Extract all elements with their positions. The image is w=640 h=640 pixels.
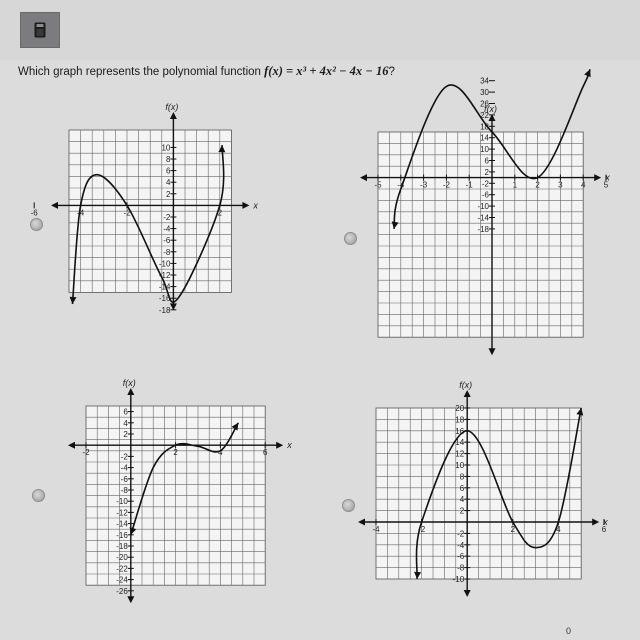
x-tick-label: 6: [262, 448, 268, 458]
x-tick-label: -3: [420, 180, 428, 190]
y-tick-label: 22: [480, 110, 489, 120]
y-tick-label: 8: [165, 155, 171, 164]
y-tick-label: -24: [116, 575, 128, 585]
y-axis-arrow-up: [127, 388, 134, 395]
x-axis-arrow-right: [592, 519, 599, 526]
y-tick-label: -6: [163, 236, 171, 246]
x-axis-arrow-left: [51, 202, 58, 209]
y-tick-label: -10: [452, 575, 465, 584]
y-tick-label: -16: [158, 294, 171, 304]
x-tick-label: -1: [465, 180, 473, 190]
y-tick-label: 14: [455, 438, 465, 448]
x-tick-label: 1: [512, 180, 518, 190]
y-tick-label: -4: [457, 540, 465, 550]
y-tick-label: 6: [123, 407, 128, 417]
y-tick-label: -6: [481, 190, 489, 200]
y-tick-label: 34: [480, 76, 489, 86]
x-tick-label: 2: [217, 208, 223, 218]
question-prefix: Which graph represents the polynomial function: [18, 66, 261, 78]
curve-arrow-start: [70, 297, 77, 304]
y-tick-label: -16: [116, 530, 128, 540]
x-axis-label: x: [287, 440, 292, 451]
y-axis-arrow-down: [127, 596, 134, 603]
y-tick-label: -26: [116, 586, 128, 596]
x-tick-label: 3: [558, 180, 563, 190]
y-tick-label: -2: [120, 452, 128, 462]
y-tick-label: 18: [480, 122, 489, 132]
x-tick-label: 4: [556, 525, 561, 534]
x-axis-arrow-left: [358, 519, 365, 526]
y-tick-label: 10: [480, 145, 489, 155]
x-axis-arrow-left: [68, 442, 75, 449]
y-tick-label: -8: [120, 486, 128, 495]
y-tick-label: 6: [484, 156, 489, 166]
y-tick-label: 6: [459, 483, 465, 493]
top-toolbar: [0, 0, 640, 60]
y-tick-label: -2: [481, 179, 489, 189]
y-tick-label: 6: [165, 166, 171, 176]
y-tick-label: -12: [116, 508, 128, 518]
y-tick-label: 16: [455, 426, 465, 436]
x-axis-arrow-left: [360, 174, 367, 181]
y-tick-label: -4: [120, 463, 128, 473]
y-tick-label: -14: [158, 282, 171, 292]
x-tick-label: -4: [77, 208, 85, 218]
x-tick-label: 4: [580, 180, 586, 190]
question-function: f(x) = x³ + 4x² − 4x − 16: [264, 64, 389, 78]
y-tick-label: -12: [158, 271, 171, 280]
y-tick-label: -22: [116, 564, 128, 574]
x-tick-label: 4: [218, 448, 223, 458]
x-tick-label: -2: [418, 525, 426, 534]
y-axis-arrow-up: [170, 112, 177, 119]
y-tick-label: -14: [477, 213, 489, 223]
y-tick-label: -2: [457, 529, 465, 539]
y-tick-label: 2: [459, 506, 465, 516]
y-tick-label: 2: [165, 189, 171, 199]
x-axis-arrow-right: [276, 442, 283, 449]
x-axis-arrow-right: [242, 202, 249, 209]
y-tick-label: 10: [455, 461, 465, 470]
y-tick-label: -8: [457, 563, 465, 573]
option-c-radio[interactable]: [32, 489, 45, 502]
option-b-graph: [356, 76, 610, 362]
option-a-radio[interactable]: [30, 218, 43, 231]
x-tick-label: 5: [603, 180, 609, 190]
y-axis-label: f(x): [484, 104, 497, 114]
x-tick-label: 2: [173, 448, 178, 458]
y-tick-label: 2: [123, 430, 128, 439]
y-tick-label: -18: [477, 224, 489, 234]
x-axis-arrow-right: [594, 174, 601, 181]
y-tick-label: -10: [116, 497, 128, 507]
y-tick-label: 30: [480, 88, 489, 98]
option-a-graph: [30, 96, 285, 358]
question-suffix: ?: [388, 66, 395, 78]
x-axis-label: x: [253, 200, 258, 211]
y-tick-label: 26: [480, 99, 489, 109]
x-tick-label: 2: [510, 525, 516, 534]
x-axis-label: x: [603, 517, 608, 527]
option-d-graph: [358, 380, 608, 616]
question-text: [18, 64, 395, 79]
y-tick-label: -6: [457, 552, 465, 562]
x-tick-label: -4: [372, 525, 380, 534]
y-axis-label: f(x): [165, 102, 179, 112]
y-tick-label: -6: [120, 474, 128, 484]
option-c-graph: [58, 378, 292, 608]
y-tick-label: -2: [163, 213, 171, 222]
calculator-icon: [34, 22, 46, 38]
x-tick-label: -5: [374, 180, 382, 190]
x-tick-label: -4: [397, 180, 405, 190]
y-tick-label: 4: [459, 495, 465, 505]
y-tick-label: -18: [116, 542, 128, 551]
y-tick-label: 4: [123, 418, 128, 428]
y-tick-label: 14: [480, 133, 489, 143]
y-tick-label: -20: [116, 553, 128, 563]
y-tick-label: 4: [165, 178, 171, 188]
y-axis-arrow-down: [489, 348, 496, 355]
y-tick-label: 2: [484, 167, 489, 177]
corner-text: 0: [566, 626, 572, 636]
y-axis-label: f(x): [459, 380, 473, 390]
x-tick-label: -2: [82, 448, 90, 458]
y-tick-label: 10: [161, 143, 171, 153]
calculator-button[interactable]: [20, 12, 60, 48]
y-tick-label: -10: [158, 259, 171, 269]
y-tick-label: -10: [477, 202, 489, 212]
x-tick-label: -6: [30, 208, 38, 218]
y-tick-label: 12: [455, 449, 465, 459]
y-axis-label: f(x): [122, 378, 136, 388]
x-tick-label: -2: [442, 180, 450, 190]
y-tick-label: -4: [163, 224, 171, 234]
x-tick-label: 6: [601, 525, 607, 534]
y-axis-arrow-down: [464, 590, 471, 597]
y-tick-label: -18: [158, 305, 171, 315]
x-tick-label: 2: [535, 180, 540, 190]
x-tick-label: -2: [123, 208, 131, 218]
y-tick-label: -14: [116, 519, 128, 529]
y-axis-arrow-up: [464, 390, 471, 397]
y-tick-label: 20: [455, 404, 465, 413]
x-axis-label: x: [605, 172, 610, 183]
y-tick-label: 8: [459, 472, 465, 482]
y-tick-label: 18: [455, 415, 465, 425]
y-tick-label: -8: [163, 247, 171, 257]
option-d-radio[interactable]: [342, 499, 355, 512]
